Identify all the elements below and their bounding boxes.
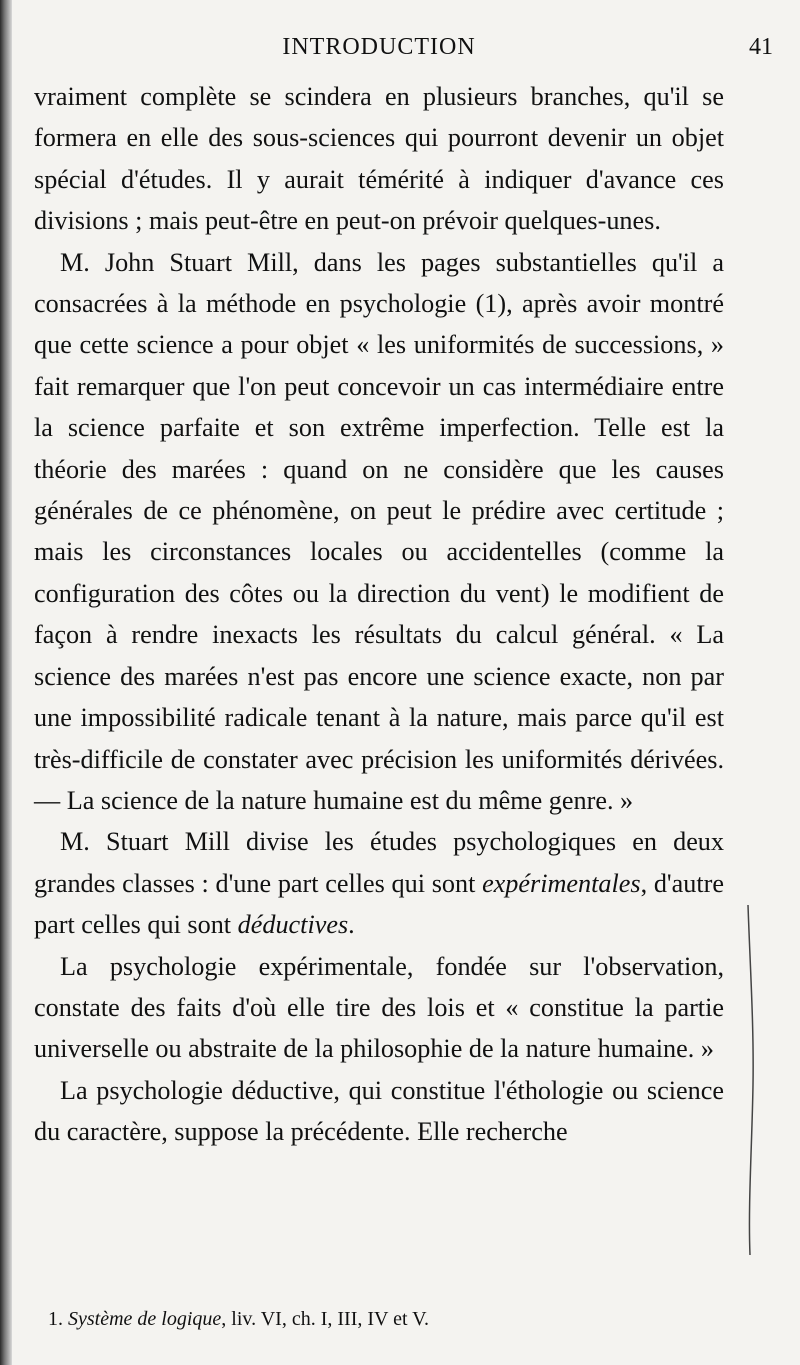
emphasis-deductives: déductives [237,910,349,940]
body-text [34,76,724,1153]
footnote [48,1308,429,1331]
margin-pencil-line [744,905,758,1255]
emphasis-experimentales: expérimentales [482,868,641,898]
footnote-marker: 1. [48,1308,63,1330]
paragraph-3 [34,821,724,945]
footnote-title: Système de logique [68,1308,222,1330]
paragraph-3-text-start: M. Stuart Mill divise les études psychologiques en deux grandes classes : d'une part celles qui sont [34,827,724,898]
footnote-reference: , liv. VI, ch. I, III, IV et V. [221,1308,430,1330]
page-number: 41 [749,34,773,60]
paragraph-5: La psychologie déductive, qui constitue l'éthologie ou science du caractère, suppose la précédente. Elle recherche [34,1075,724,1147]
page-header [30,34,773,74]
paragraph-1: vraiment complète se scindera en plusieurs branches, qu'il se formera en elle des sous-sciences qui pourront devenir un objet spécial d'études. Il y aurait témérité à indiquer d'avance ces divisions ; mais peut-être en peut-on prévoir quelques-unes. [34,82,724,236]
running-title: INTRODUCTION [282,34,476,60]
paragraph-3-text-middle: , d'autre part celles qui sont [34,868,724,940]
paragraph-2: M. John Stuart Mill, dans les pages substantielles qu'il a consacrées à la méthode en psychologie (1), après avoir montré que cette science a pour objet « les uniformités de successions, » fait remarquer que l'on peut concevoir un cas intermédiaire entre la science parfaite et son extrême imperfection. Telle est la théorie des marées : quand on ne considère que les causes générales de ce phénomène, on peut le prédire avec certitude ; mais les circonstances locales ou accidentelles (comme la configuration des côtes ou la direction du vent) le modifient de façon à rendre inexacts les résultats du calcul général. « La science des marées n'est pas encore une science exacte, non par une impossibilité radicale tenant à la nature, mais parce qu'il est très-difficile de constater avec précision les uniformités dérivées. — La science de la nature humaine est du même genre. » [34,247,724,815]
paragraph-3-text-end: . [348,910,355,940]
paragraph-4: La psychologie expérimentale, fondée sur l'observation, constate des faits d'où elle tire des lois et « constitue la partie universelle ou abstraite de la philosophie de la nature humaine. » [34,951,724,1064]
